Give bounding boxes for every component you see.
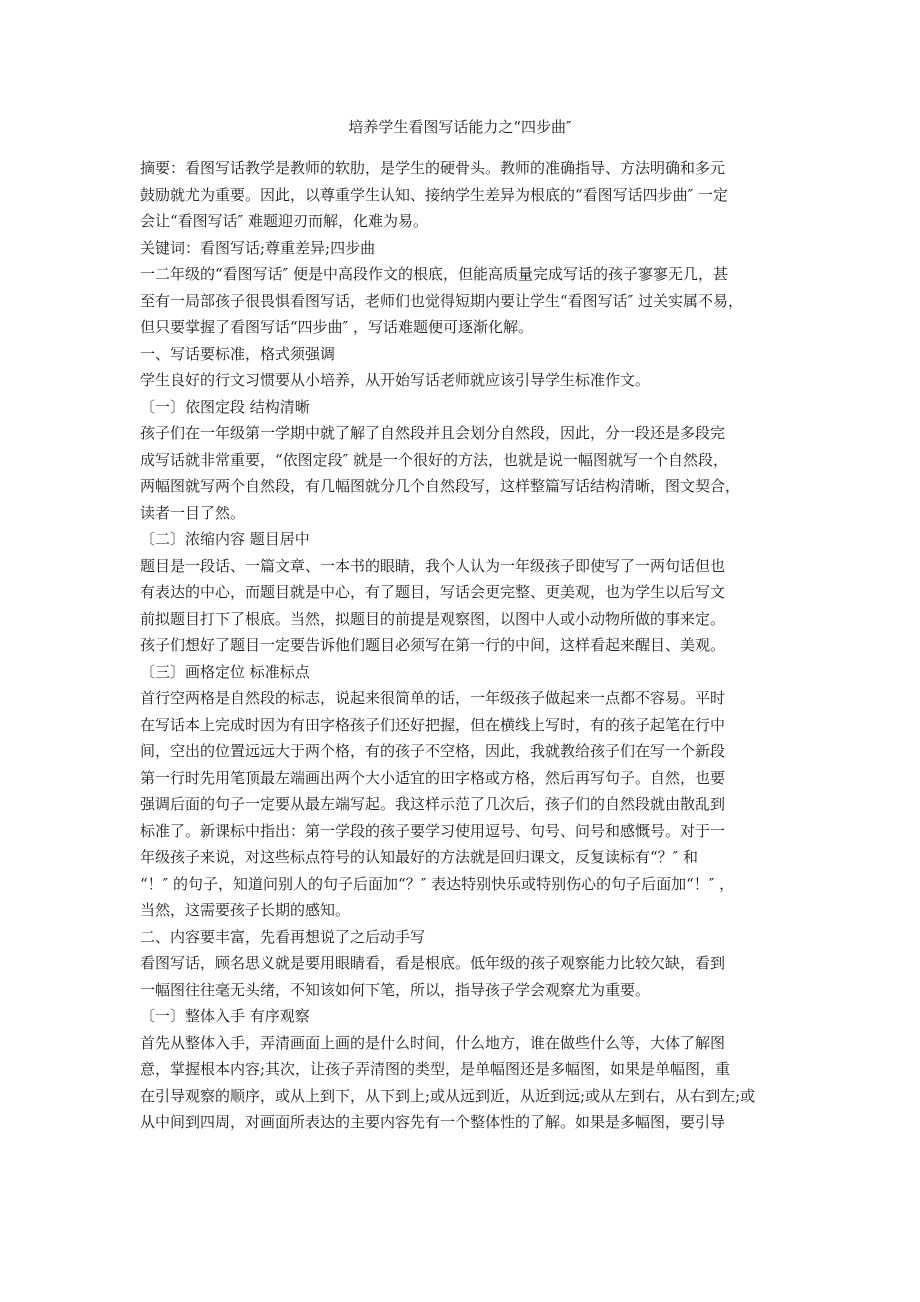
text-line: 孩子们在一年级第一学期中就了解了自然段并且会划分自然段，因此，分一段还是多段完	[140, 424, 726, 442]
text-line: 两幅图就写两个自然段，有几幅图就分几个自然段写，这样整篇写话结构清晰，图文契合，	[140, 477, 741, 495]
text-line: “！″ 的句子，知道问别人的句子后面加“？″ 表达特别快乐或特别伤心的句子后面加“！″ ，	[140, 874, 735, 893]
text-line: 第一行时先用笔顶最左端画出两个大小适宜的田字格或方格，然后再写句子。自然，也要	[140, 768, 726, 787]
text-line: 学生良好的行文习惯要从小培养，从开始写话老师就应该引导学生标准作文。	[140, 371, 651, 389]
text-line: 〔三〕画格定位 标准标点	[140, 662, 310, 681]
text-line: 一二年级的“看图写话″ 便是中高段作文的根底，但能高质量完成写话的孩子寥寥无几，甚	[140, 265, 729, 283]
text-line: 读者一目了然。	[140, 503, 246, 522]
text-line: 但只要掌握了看图写话“四步曲″ ，写话难题便可逐渐化解。	[140, 318, 534, 336]
text-line: 会让“看图写话″ 难题迎刃而解，化难为易。	[140, 212, 429, 230]
text-line: 摘要：看图写话教学是教师的软肋，是学生的硬骨头。教师的准确指导、方法明确和多元	[140, 159, 726, 177]
text-line: 首先从整体入手，弄清画面上画的是什么时间，什么地方，谁在做些什么等，大体了解图	[140, 1033, 726, 1052]
text-line: 二、内容要丰富，先看再想说了之后动手写	[140, 927, 426, 946]
text-line: 首行空两格是自然段的标志，说起来很简单的话，一年级孩子做起来一点都不容易。平时	[140, 689, 726, 707]
text-line: 有表达的中心，而题目就是中心，有了题目，写话会更完整、更美观，也为学生以后写文	[140, 583, 726, 601]
text-line: 从中间到四周，对画面所表达的主要内容先有一个整体性的了解。如果是多幅图，要引导	[140, 1113, 726, 1131]
text-line: 至有一局部孩子很畏惧看图写话，老师们也觉得短期内要让学生“看图写话″ 过关实属不易，	[140, 291, 744, 310]
text-line: 〔一〕整体入手 有序观察	[140, 1007, 310, 1025]
text-line: 题目是一段话、一篇文章、一本书的眼睛，我个人认为一年级孩子即使写了一两句话但也	[140, 556, 726, 575]
text-line: 间，空出的位置远远大于两个格，有的孩子不空格，因此，我就教给孩子们在写一个新段	[140, 742, 726, 760]
text-line: 看图写话，顾名思义就是要用眼睛看，看是根底。低年级的孩子观察能力比较欠缺，看到	[140, 954, 726, 972]
text-line: 强调后面的句子一定要从最左端写起。我这样示范了几次后，孩子们的自然段就由散乱到	[140, 795, 726, 813]
text-line: 成写话就非常重要，“依图定段″ 就是一个很好的方法，也就是说一幅图就写一个自然段，	[140, 450, 729, 469]
text-line: 在写话本上完成时因为有田字格孩子们还好把握，但在横线上写时，有的孩子起笔在行中	[140, 715, 726, 734]
text-line: 意，掌握根本内容;其次，让孩子弄清图的类型，是单幅图还是多幅图，如果是单幅图，重	[140, 1060, 731, 1078]
text-line: 鼓励就尤为重要。因此，以尊重学生认知、接纳学生差异为根底的“看图写话四步曲″ 一定	[140, 185, 729, 204]
text-line: 在引导观察的顺序，或从上到下，从下到上;或从远到近，从近到远;或从左到右，从右到左;或	[140, 1086, 756, 1105]
document-title: 培养学生看图写话能力之“四步曲″	[348, 118, 572, 136]
document-body	[140, 155, 820, 1136]
text-line: 一幅图往往毫无头绪，不知该如何下笔，所以，指导孩子学会观察尤为重要。	[140, 980, 651, 999]
text-line: 孩子们想好了题目一定要告诉他们题目必须写在第一行的中间，这样看起来醒目、美观。	[140, 636, 726, 654]
text-line: 一、写话要标准，格式须强调	[140, 344, 336, 363]
text-line: 标准了。新课标中指出：第一学段的孩子要学习使用逗号、句号、问号和感慨号。对于一	[140, 821, 726, 840]
text-line: 〔一〕依图定段 结构清晰	[140, 397, 310, 416]
text-line: 年级孩子来说，对这些标点符号的认知最好的方法就是回归课文，反复读标有“？″ 和	[140, 848, 699, 866]
text-line: 当然，这需要孩子长期的感知。	[140, 901, 351, 919]
text-line: 〔二〕浓缩内容 题目居中	[140, 530, 310, 548]
text-line: 前拟题目打下了根底。当然，拟题目的前提是观察图，以图中人或小动物所做的事来定。	[140, 609, 726, 628]
text-line: 关键词：看图写话;尊重差异;四步曲	[140, 238, 376, 257]
